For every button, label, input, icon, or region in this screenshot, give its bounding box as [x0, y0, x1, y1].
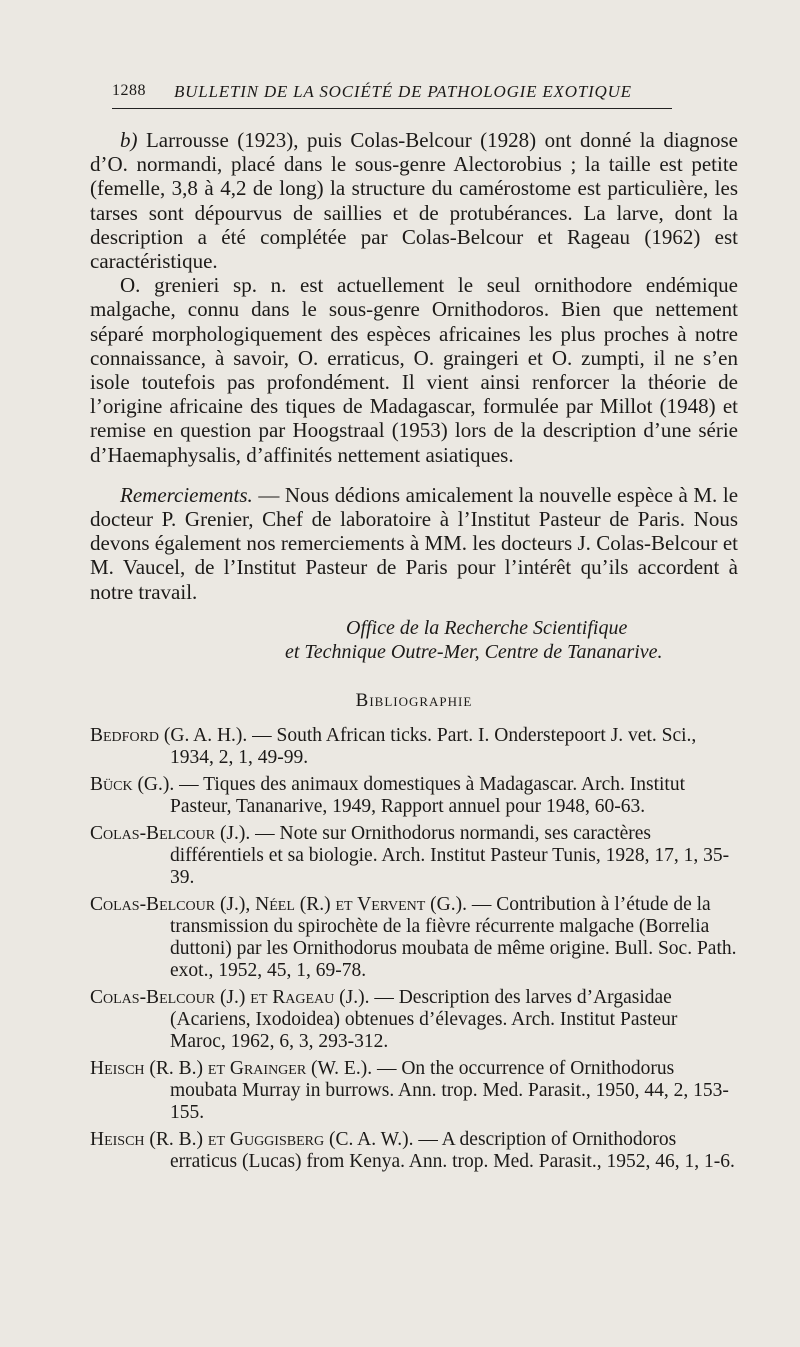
reference-authors: Bedford (G. A. H.). — [90, 725, 248, 747]
reference-text: — Note sur Ornithodorus normandi, ses caractères différentiels et sa biologie. Arch. Institut Pasteur Tunis, 1928, 17, 1, 35-39. — [170, 823, 730, 889]
reference-item — [90, 725, 738, 769]
paragraph-acknowledgements — [90, 483, 738, 604]
affiliation-line-2: et Technique Outre-Mer, Centre de Tananarive. — [285, 640, 663, 663]
reference-text: — Contribution à l’étude de la transmission du spirochète de la fièvre récurrente malgache (Borrelia duttoni) par les Ornithodorus moubata de même origine. Bull. Soc. Path. exot., 1952, 45, 1, 69-78. — [170, 894, 737, 982]
reference-text: — On the occurrence of Ornithodorus moubata Murray in burrows. Ann. trop. Med. Parasit., 1950, 44, 2, 153-155. — [170, 1058, 729, 1124]
acknowledgements-heading: Remerciements. — [120, 482, 253, 507]
paragraph-lead: b) — [120, 128, 138, 152]
paragraph-text: O. grenieri sp. n. est actuellement le seul ornithodore endémique malgache, connu dans le sous-genre Ornithodoros. Bien que nettement séparé morphologiquement des espèces africaines les plus proches à notre connaissance, à savoir, O. erraticus, O. graingeri et O. zumpti, il ne s’en isole toutefois pas profondément. Il vient ainsi renforcer la théorie de l’origine africaine des tiques de Madagascar, formulée par Millot (1948) et remise en question par Hoogstraal (1953) lors de la description d’une série d’Haemaphysalis, d’affinités nettement asiatiques. — [90, 273, 738, 467]
running-head: BULLETIN DE LA SOCIÉTÉ DE PATHOLOGIE EXOTIQUE — [174, 82, 632, 101]
reference-item — [90, 987, 738, 1053]
paragraph-diagnosis — [90, 128, 738, 273]
author-affiliation — [90, 616, 738, 664]
reference-item — [90, 774, 738, 818]
reference-item — [90, 1058, 738, 1124]
reference-item — [90, 1129, 738, 1173]
bibliography-list — [90, 725, 738, 1173]
paragraph-text: Larrousse (1923), puis Colas-Belcour (1928) ont donné la diagnose d’O. normandi, placé dans le sous-genre Alectorobius ; la taille est petite (femelle, 3,8 à 4,2 de long) la structure du camérostome est particulière, les tarses sont dépourvus de saillies et de protubérances. La larve, dont la description a été complétée par Colas-Belcour et Rageau (1962) est caractéristique. — [90, 128, 738, 274]
bibliography-heading: Bibliographie — [355, 689, 473, 711]
reference-text: — Tiques des animaux domestiques à Madagascar. Arch. Institut Pasteur, Tananarive, 1949, Rapport annuel pour 1948, 60-63. — [170, 774, 685, 818]
article-body — [90, 128, 738, 1178]
reference-item — [90, 894, 738, 982]
reference-authors: Heisch (R. B.) et Grainger (W. E.). — [90, 1058, 373, 1080]
reference-authors: Colas-Belcour (J.) et Rageau (J.). — [90, 987, 370, 1009]
reference-authors: Colas-Belcour (J.). — [90, 823, 251, 845]
reference-text: — A description of Ornithodoros erraticus (Lucas) from Kenya. Ann. trop. Med. Parasit., 1952, 46, 1, 1-6. — [170, 1129, 735, 1173]
reference-text: — South African ticks. Part. I. Onderstepoort J. vet. Sci., 1934, 2, 1, 49-99. — [170, 725, 697, 769]
affiliation-line-1: Office de la Recherche Scientifique — [346, 616, 628, 639]
page-number: 1288 — [112, 82, 146, 99]
reference-authors: Bück (G.). — [90, 774, 175, 796]
reference-text: — Description des larves d’Argasidae (Acariens, Ixodoidea) obtenues d’élevages. Arch. Institut Pasteur Maroc, 1962, 6, 3, 293-312. — [170, 987, 678, 1053]
reference-authors: Colas-Belcour (J.), Néel (R.) et Vervent (G.). — [90, 894, 467, 916]
reference-authors: Heisch (R. B.) et Guggisberg (C. A. W.). — [90, 1129, 414, 1151]
reference-item — [90, 823, 738, 889]
paragraph-grenieri — [90, 273, 738, 467]
paragraph-text: — Nous dédions amicalement la nouvelle espèce à M. le docteur P. Grenier, Chef de laboratoire à l’Institut Pasteur de Paris. Nous devons également nos remerciements à MM. les docteurs J. Colas-Belcour et M. Vaucel, de l’Institut Pasteur de Paris pour l’intérêt qu’ils accordent à notre travail. — [90, 482, 739, 604]
page-header — [112, 78, 672, 109]
